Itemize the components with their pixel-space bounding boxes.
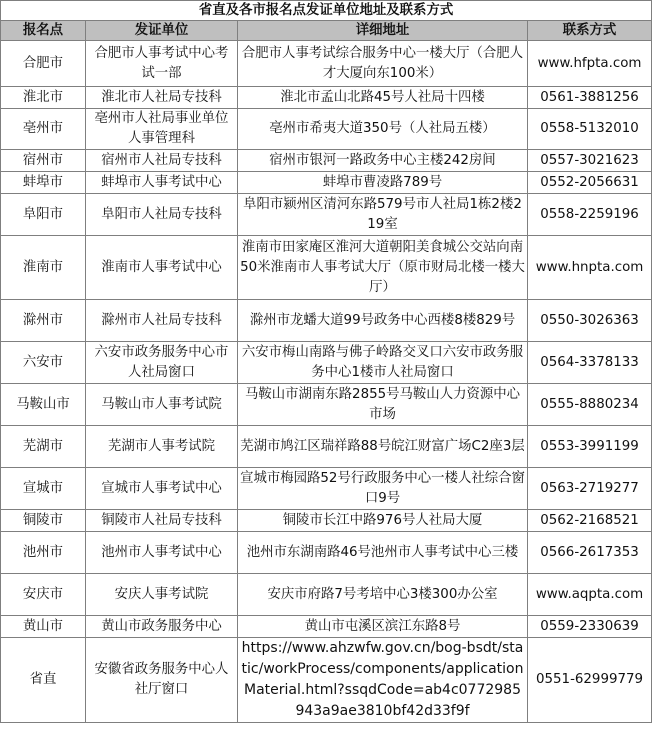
cell-issuer: 铜陵市人社局专技科 xyxy=(86,510,238,532)
cell-contact: 0564-3378133 xyxy=(528,342,652,384)
cell-issuer: 芜湖市人事考试院 xyxy=(86,426,238,468)
cell-site: 阜阳市 xyxy=(1,194,86,236)
cell-issuer: 淮北市人社局专技科 xyxy=(86,87,238,109)
table-row xyxy=(1,426,652,468)
cell-contact[interactable]: www.aqpta.com xyxy=(528,574,652,616)
table-row xyxy=(1,194,652,236)
header-site: 报名点 xyxy=(1,21,86,41)
cell-issuer: 马鞍山市人事考试院 xyxy=(86,384,238,426)
cell-site: 淮南市 xyxy=(1,236,86,300)
cell-contact: 0563-2719277 xyxy=(528,468,652,510)
cell-site: 马鞍山市 xyxy=(1,384,86,426)
table-row xyxy=(1,87,652,109)
cell-address[interactable]: https://www.ahzwfw.gov.cn/bog-bsdt/static/workProcess/components/applicationMaterial.html?ssqdCode=ab4c0772985943a9ae3810bf42d33f9f xyxy=(238,638,528,723)
cell-contact: 0562-2168521 xyxy=(528,510,652,532)
cell-address: 合肥市人事考试综合服务中心一楼大厅（合肥人才大厦向东100米） xyxy=(238,41,528,87)
cell-issuer: 亳州市人社局事业单位人事管理科 xyxy=(86,109,238,150)
cell-address: 六安市梅山南路与佛子岭路交叉口六安市政务服务中心1楼市人社局窗口 xyxy=(238,342,528,384)
cell-address: 淮南市田家庵区淮河大道朝阳美食城公交站向南50米淮南市人事考试大厅（原市财局北楼一楼大厅） xyxy=(238,236,528,300)
table-row xyxy=(1,510,652,532)
cell-site: 淮北市 xyxy=(1,87,86,109)
cell-address: 芜湖市鸠江区瑞祥路88号皖江财富广场C2座3层 xyxy=(238,426,528,468)
cell-issuer: 阜阳市人社局专技科 xyxy=(86,194,238,236)
cell-contact: 0561-3881256 xyxy=(528,87,652,109)
table-row xyxy=(1,172,652,194)
cell-contact: 0557-3021623 xyxy=(528,150,652,172)
table-row xyxy=(1,384,652,426)
cell-address: 宣城市梅园路52号行政服务中心一楼人社综合窗口9号 xyxy=(238,468,528,510)
cell-issuer: 宿州市人社局专技科 xyxy=(86,150,238,172)
cell-contact: 0551-62999779 xyxy=(528,638,652,723)
cell-contact: 0558-2259196 xyxy=(528,194,652,236)
table-row xyxy=(1,236,652,300)
table-row xyxy=(1,150,652,172)
cell-issuer: 宣城市人事考试中心 xyxy=(86,468,238,510)
cell-contact[interactable]: www.hnpta.com xyxy=(528,236,652,300)
cell-issuer: 安徽省政务服务中心人社厅窗口 xyxy=(86,638,238,723)
cell-site: 省直 xyxy=(1,638,86,723)
header-contact: 联系方式 xyxy=(528,21,652,41)
header-issuer: 发证单位 xyxy=(86,21,238,41)
table-row xyxy=(1,468,652,510)
cell-site: 滁州市 xyxy=(1,300,86,342)
table-row xyxy=(1,574,652,616)
cell-contact: 0555-8880234 xyxy=(528,384,652,426)
cell-address: 亳州市希夷大道350号（人社局五楼） xyxy=(238,109,528,150)
cell-site: 宿州市 xyxy=(1,150,86,172)
header-address: 详细地址 xyxy=(238,21,528,41)
cell-contact[interactable]: www.hfpta.com xyxy=(528,41,652,87)
cell-site: 铜陵市 xyxy=(1,510,86,532)
cell-site: 合肥市 xyxy=(1,41,86,87)
table-row xyxy=(1,41,652,87)
cell-site: 池州市 xyxy=(1,532,86,574)
cell-issuer: 滁州市人社局专技科 xyxy=(86,300,238,342)
cell-site: 蚌埠市 xyxy=(1,172,86,194)
cell-site: 宣城市 xyxy=(1,468,86,510)
table-title: 省直及各市报名点发证单位地址及联系方式 xyxy=(1,1,652,21)
cell-issuer: 六安市政务服务中心市人社局窗口 xyxy=(86,342,238,384)
table-row xyxy=(1,342,652,384)
table-row xyxy=(1,616,652,638)
table-row xyxy=(1,532,652,574)
cell-address: 淮北市孟山北路45号人社局十四楼 xyxy=(238,87,528,109)
cell-address: 池州市东湖南路46号池州市人事考试中心三楼 xyxy=(238,532,528,574)
cell-site: 芜湖市 xyxy=(1,426,86,468)
cell-issuer: 黄山市政务服务中心 xyxy=(86,616,238,638)
cell-site: 安庆市 xyxy=(1,574,86,616)
cell-address: 宿州市银河一路政务中心主楼242房间 xyxy=(238,150,528,172)
cell-address: 安庆市府路7号考培中心3楼300办公室 xyxy=(238,574,528,616)
cell-contact: 0566-2617353 xyxy=(528,532,652,574)
table-title-row xyxy=(1,1,652,21)
cell-issuer: 安庆人事考试院 xyxy=(86,574,238,616)
cell-contact: 0558-5132010 xyxy=(528,109,652,150)
cell-contact: 0553-3991199 xyxy=(528,426,652,468)
cell-issuer: 蚌埠市人事考试中心 xyxy=(86,172,238,194)
cell-issuer: 合肥市人事考试中心考试一部 xyxy=(86,41,238,87)
cell-address: 滁州市龙蟠大道99号政务中心西楼8楼829号 xyxy=(238,300,528,342)
cell-site: 黄山市 xyxy=(1,616,86,638)
cell-address: 马鞍山市湖南东路2855号马鞍山人力资源中心市场 xyxy=(238,384,528,426)
cell-site: 亳州市 xyxy=(1,109,86,150)
table-row xyxy=(1,109,652,150)
cell-address: 黄山市屯溪区滨江东路8号 xyxy=(238,616,528,638)
cell-address: 铜陵市长江中路976号人社局大厦 xyxy=(238,510,528,532)
cell-contact: 0559-2330639 xyxy=(528,616,652,638)
cell-issuer: 淮南市人事考试中心 xyxy=(86,236,238,300)
cell-address: 阜阳市颍州区清河东路579号市人社局1栋2楼219室 xyxy=(238,194,528,236)
cell-contact: 0550-3026363 xyxy=(528,300,652,342)
cell-issuer: 池州市人事考试中心 xyxy=(86,532,238,574)
cell-site: 六安市 xyxy=(1,342,86,384)
table-row xyxy=(1,638,652,723)
table-row xyxy=(1,300,652,342)
cell-address: 蚌埠市曹凌路789号 xyxy=(238,172,528,194)
cell-contact: 0552-2056631 xyxy=(528,172,652,194)
table-header-row xyxy=(1,21,652,41)
